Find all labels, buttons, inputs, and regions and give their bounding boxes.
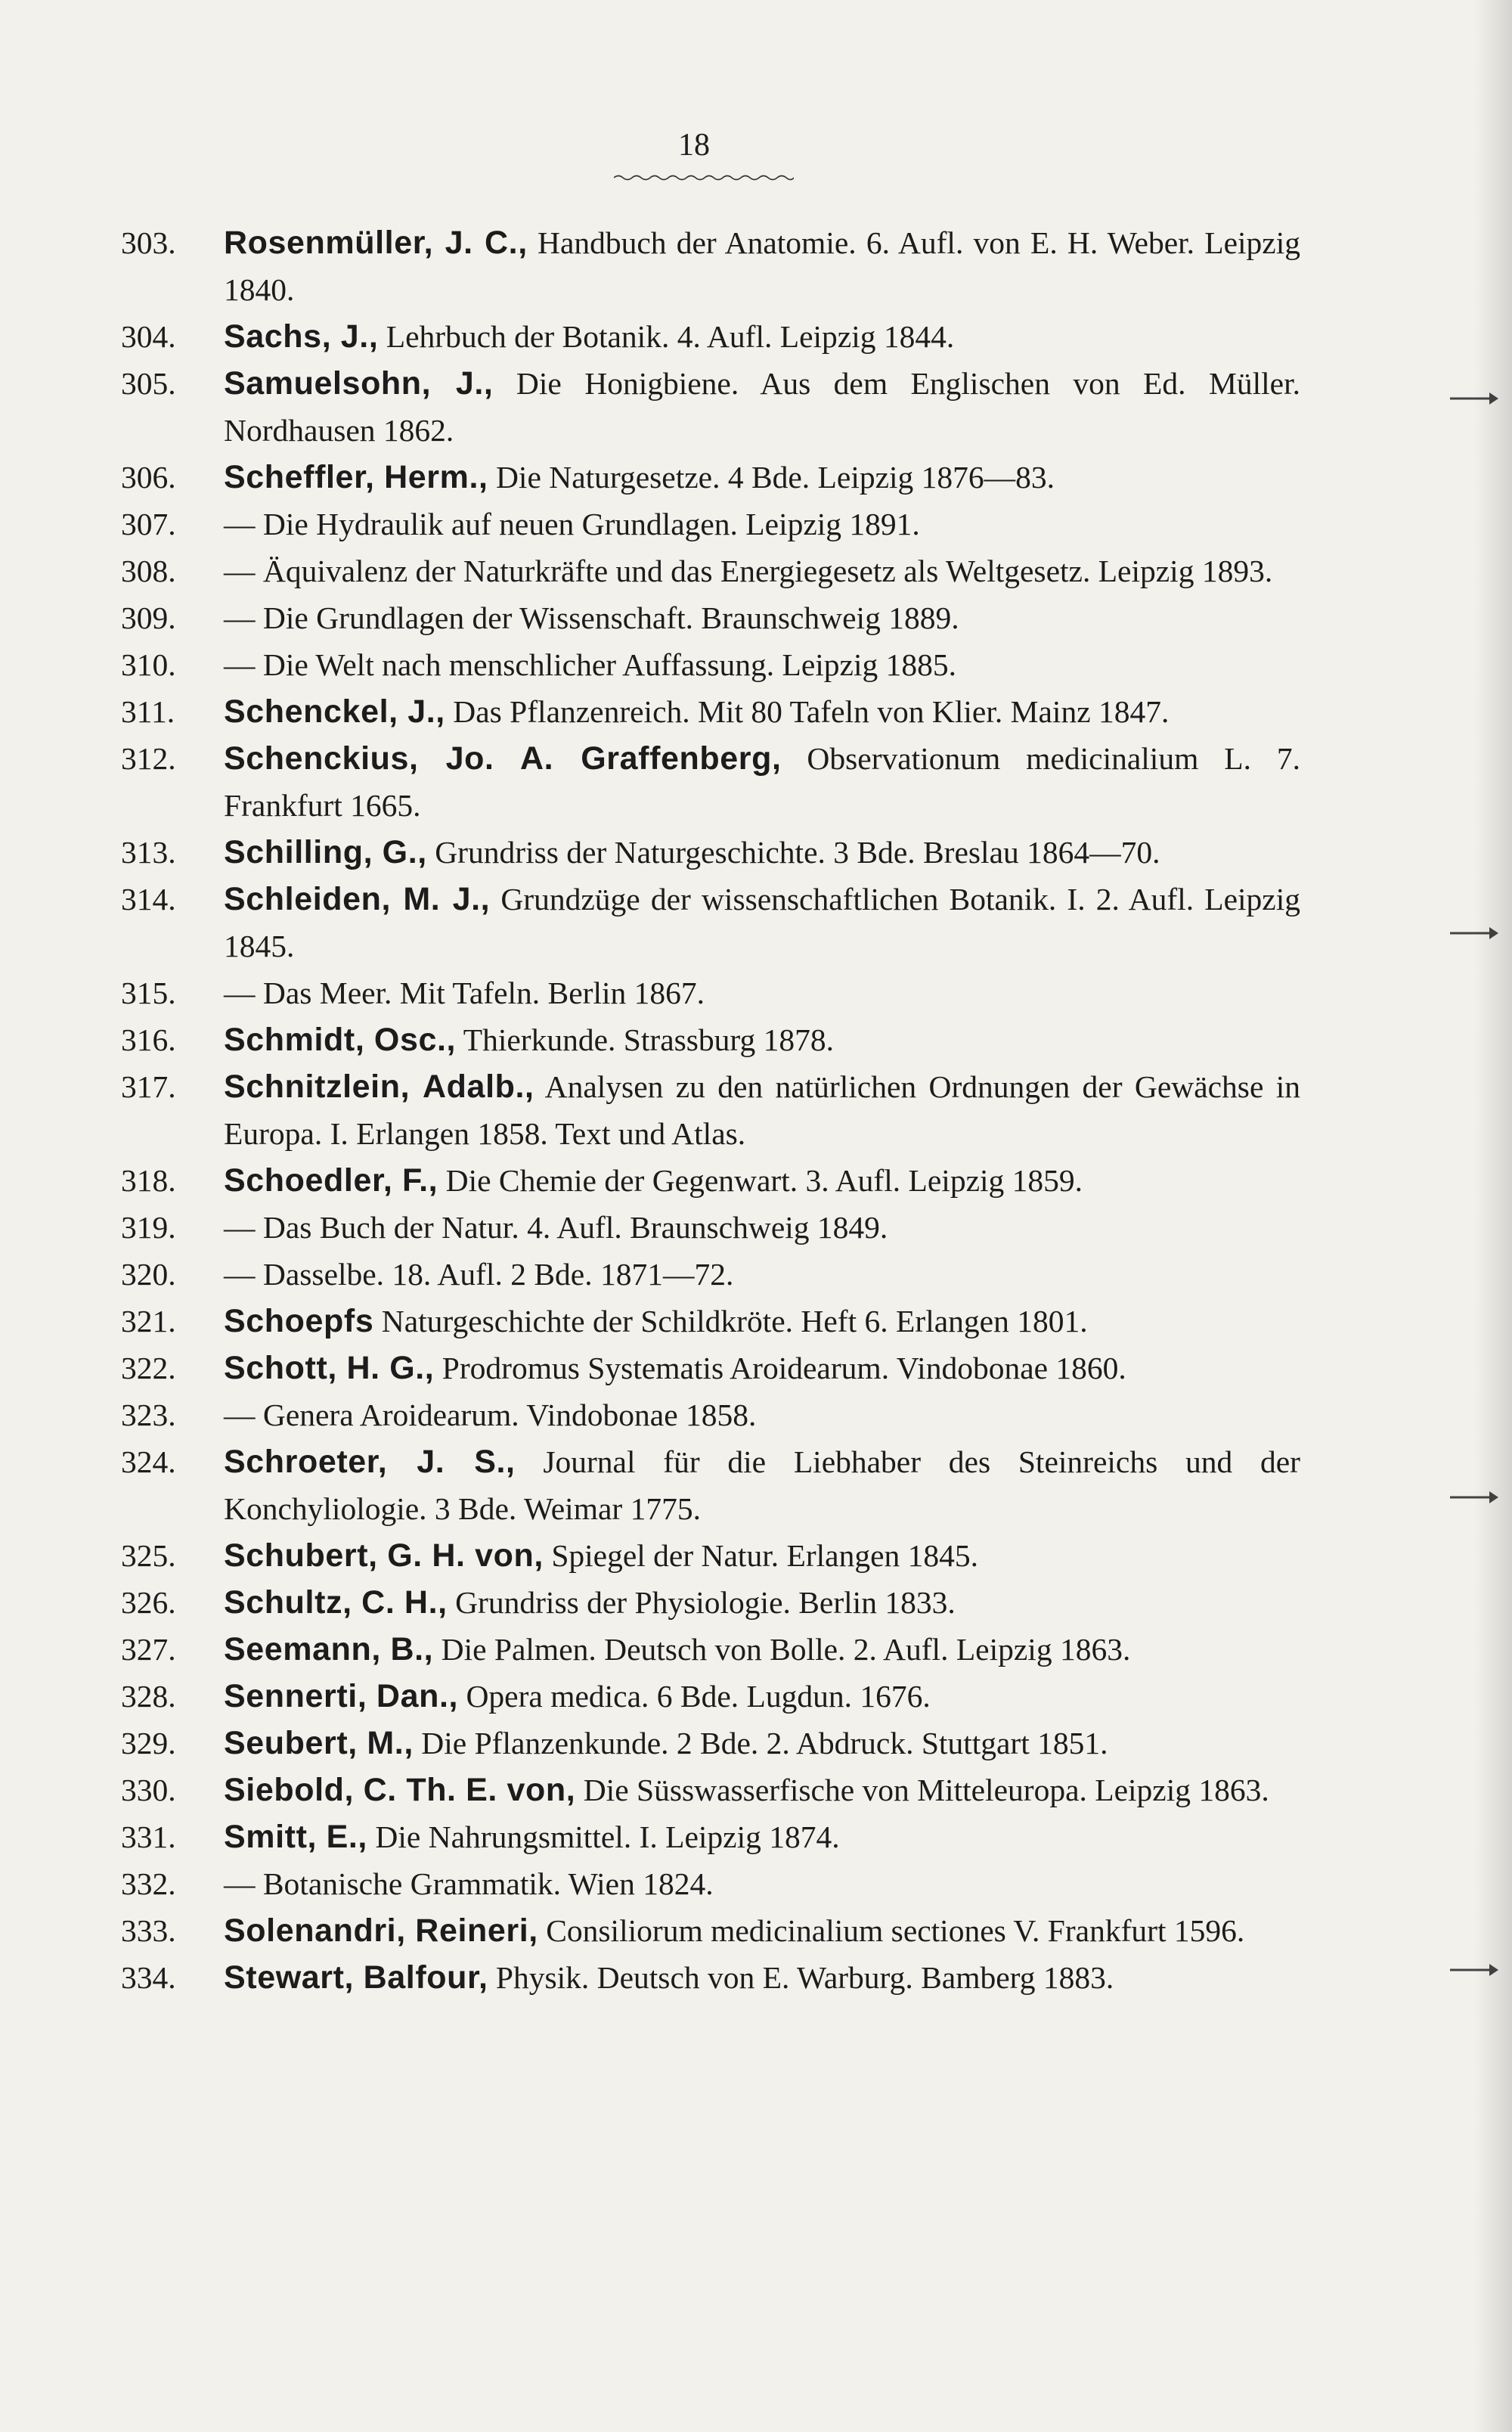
entry-number: 308. [121, 554, 176, 588]
entry-text [224, 1063, 1300, 1157]
entry-title: Observationum medicinalium L. 7. Frankfurt 1665. [224, 741, 1300, 823]
entry-title: Das Pflanzenreich. Mit 80 Tafeln von Klier. Mainz 1847. [445, 694, 1170, 729]
bibliography-entry [121, 1438, 1300, 1532]
entry-title: Die Nahrungsmittel. I. Leipzig 1874. [367, 1819, 840, 1854]
entry-title: — Äquivalenz der Naturkräfte und das Energiegesetz als Weltgesetz. Leipzig 1893. [224, 554, 1273, 588]
bibliography-entry [121, 1016, 1300, 1063]
entry-title: Spiegel der Natur. Erlangen 1845. [543, 1538, 979, 1573]
entry-title: — Die Welt nach menschlicher Auffassung. Leipzig 1885. [224, 647, 956, 682]
entry-number: 328. [121, 1679, 176, 1714]
entry-text [224, 1860, 1300, 1907]
entry-author: Schroeter, J. S., [224, 1444, 516, 1480]
entry-text [224, 641, 1300, 688]
entry-title: Die Süsswasserfische von Mitteleuropa. Leipzig 1863. [575, 1773, 1269, 1807]
bibliography-entry [121, 1813, 1300, 1860]
bibliography-entry [121, 1532, 1300, 1579]
bibliography-entry [121, 1345, 1300, 1391]
entry-text [224, 735, 1300, 829]
bibliography-entry [121, 688, 1300, 735]
entry-text [224, 313, 1300, 360]
entry-title: Opera medica. 6 Bde. Lugdun. 1676. [458, 1679, 931, 1714]
entry-title: Thierkunde. Strassburg 1878. [456, 1022, 834, 1057]
entry-text [224, 876, 1300, 969]
bibliography-entry [121, 1626, 1300, 1673]
bibliography-entry [121, 1204, 1300, 1251]
entry-number: 314. [121, 882, 176, 917]
entry-title: Die Pflanzenkunde. 2 Bde. 2. Abdruck. Stuttgart 1851. [413, 1726, 1108, 1760]
bibliography-entry [121, 969, 1300, 1016]
entry-number: 333. [121, 1913, 176, 1948]
entry-number: 316. [121, 1022, 176, 1057]
entry-text [224, 1579, 1300, 1626]
bibliography-entry [121, 1157, 1300, 1204]
bibliography-entry [121, 735, 1300, 829]
entry-text [224, 548, 1300, 594]
entry-text [224, 1954, 1300, 2001]
entry-text [224, 594, 1300, 641]
entry-number: 305. [121, 366, 176, 401]
entry-author: Schnitzlein, Adalb., [224, 1069, 534, 1105]
entry-author: Schenckel, J., [224, 693, 445, 730]
entry-number: 331. [121, 1819, 176, 1854]
binding-shadow [1474, 0, 1512, 2432]
bibliography-entry [121, 594, 1300, 641]
entry-text [224, 360, 1300, 454]
entry-author: Scheffler, Herm., [224, 459, 488, 495]
entry-title: Consiliorum medicinalium sectiones V. Frankfurt 1596. [538, 1913, 1245, 1948]
entry-title: — Dasselbe. 18. Aufl. 2 Bde. 1871—72. [224, 1257, 734, 1292]
entry-title: Die Chemie der Gegenwart. 3. Aufl. Leipzig 1859. [438, 1163, 1083, 1198]
entry-number: 330. [121, 1773, 176, 1807]
entry-number: 324. [121, 1444, 176, 1479]
bibliography-entry [121, 1579, 1300, 1626]
entry-author: Seemann, B., [224, 1631, 434, 1667]
entry-title: — Genera Aroidearum. Vindobonae 1858. [224, 1397, 757, 1432]
entry-author: Seubert, M., [224, 1725, 414, 1761]
entry-author: Stewart, Balfour, [224, 1959, 488, 1996]
entry-text [224, 1813, 1300, 1860]
entry-number: 315. [121, 976, 176, 1010]
entry-number: 309. [121, 600, 176, 635]
entry-number: 322. [121, 1351, 176, 1385]
entry-title: Physik. Deutsch von E. Warburg. Bamberg 1883. [488, 1960, 1114, 1995]
entry-number: 306. [121, 460, 176, 495]
entry-title: Journal für die Liebhaber des Steinreichs und der Konchyliologie. 3 Bde. Weimar 1775. [224, 1444, 1300, 1526]
entry-text [224, 1720, 1300, 1767]
entry-number: 332. [121, 1866, 176, 1901]
entry-author: Schoepfs [224, 1303, 374, 1339]
bibliography-entry [121, 829, 1300, 876]
entry-number: 334. [121, 1960, 176, 1995]
entry-text [224, 1016, 1300, 1063]
entry-text [224, 969, 1300, 1016]
entry-author: Schubert, G. H. von, [224, 1537, 544, 1574]
entry-author: Schilling, G., [224, 834, 427, 870]
entry-number: 317. [121, 1069, 176, 1104]
entry-number: 311. [121, 694, 175, 729]
entry-title: Die Honigbiene. Aus dem Englischen von Ed. Müller. Nordhausen 1862. [224, 366, 1300, 448]
entry-title: Naturgeschichte der Schildkröte. Heft 6. Erlangen 1801. [373, 1304, 1088, 1339]
entry-title: Prodromus Systematis Aroidearum. Vindobonae 1860. [434, 1351, 1126, 1385]
entry-author: Sachs, J., [224, 318, 379, 355]
entry-title: Lehrbuch der Botanik. 4. Aufl. Leipzig 1844. [378, 319, 955, 354]
entry-title: — Das Buch der Natur. 4. Aufl. Braunschweig 1849. [224, 1210, 888, 1245]
entry-text [224, 1438, 1300, 1532]
entry-author: Smitt, E., [224, 1819, 367, 1855]
page-number: 18 [678, 128, 710, 163]
bibliography-entry [121, 1907, 1300, 1954]
entry-number: 304. [121, 319, 176, 354]
entry-number: 313. [121, 835, 176, 870]
entry-number: 329. [121, 1726, 176, 1760]
entry-title: — Botanische Grammatik. Wien 1824. [224, 1866, 714, 1901]
entry-text [224, 1345, 1300, 1391]
entry-title: Handbuch der Anatomie. 6. Aufl. von E. H. Weber. Leipzig 1840. [224, 225, 1300, 307]
entry-text [224, 1157, 1300, 1204]
bibliography-entry [121, 313, 1300, 360]
bibliography-entry [121, 1251, 1300, 1298]
entry-text [224, 1673, 1300, 1720]
wavy-rule [614, 174, 794, 181]
entry-title: Grundzüge der wissenschaftlichen Botanik. I. 2. Aufl. Leipzig 1845. [224, 882, 1300, 963]
entry-number: 320. [121, 1257, 176, 1292]
entry-text [224, 1298, 1300, 1345]
entry-title: Analysen zu den natürlichen Ordnungen der Gewächse in Europa. I. Erlangen 1858. Text und Atlas. [224, 1069, 1300, 1151]
entry-text [224, 1204, 1300, 1251]
entry-author: Rosenmüller, J. C., [224, 225, 528, 261]
entry-author: Schultz, C. H., [224, 1584, 448, 1621]
entry-author: Schenckius, Jo. A. Graffenberg, [224, 740, 782, 777]
bibliography-list [121, 219, 1300, 2001]
bibliography-entry [121, 1063, 1300, 1157]
bibliography-entry [121, 1954, 1300, 2001]
entry-text [224, 1532, 1300, 1579]
entry-number: 310. [121, 647, 176, 682]
entry-title: Grundriss der Physiologie. Berlin 1833. [447, 1585, 956, 1620]
entry-title: Die Palmen. Deutsch von Bolle. 2. Aufl. Leipzig 1863. [433, 1632, 1131, 1667]
entry-author: Schoedler, F., [224, 1162, 438, 1199]
entry-number: 307. [121, 507, 176, 541]
bibliography-entry [121, 454, 1300, 501]
bibliography-entry [121, 876, 1300, 969]
entry-text [224, 1767, 1300, 1813]
bibliography-entry [121, 501, 1300, 548]
entry-text [224, 501, 1300, 548]
entry-text [224, 1626, 1300, 1673]
entry-number: 327. [121, 1632, 176, 1667]
bibliography-entry [121, 360, 1300, 454]
entry-text [224, 829, 1300, 876]
entry-title: — Die Hydraulik auf neuen Grundlagen. Leipzig 1891. [224, 507, 920, 541]
entry-text [224, 219, 1300, 313]
bibliography-entry [121, 1860, 1300, 1907]
bibliography-entry [121, 641, 1300, 688]
entry-title: — Das Meer. Mit Tafeln. Berlin 1867. [224, 976, 705, 1010]
entry-title: Die Naturgesetze. 4 Bde. Leipzig 1876—83. [488, 460, 1055, 495]
entry-author: Schmidt, Osc., [224, 1022, 457, 1058]
entry-number: 318. [121, 1163, 176, 1198]
bibliography-entry [121, 1391, 1300, 1438]
bibliography-entry [121, 1720, 1300, 1767]
bibliography-entry [121, 1673, 1300, 1720]
entry-text [224, 1391, 1300, 1438]
entry-author: Siebold, C. Th. E. von, [224, 1772, 576, 1808]
entry-number: 325. [121, 1538, 176, 1573]
bibliography-entry [121, 219, 1300, 313]
bibliography-entry [121, 1298, 1300, 1345]
entry-number: 319. [121, 1210, 176, 1245]
entry-author: Solenandri, Reineri, [224, 1912, 538, 1949]
entry-number: 303. [121, 225, 176, 260]
entry-author: Samuelsohn, J., [224, 365, 494, 402]
entry-number: 312. [121, 741, 176, 776]
entry-text [224, 1251, 1300, 1298]
entry-text [224, 688, 1300, 735]
entry-title: Grundriss der Naturgeschichte. 3 Bde. Breslau 1864—70. [426, 835, 1160, 870]
entry-text [224, 454, 1300, 501]
bibliography-entry [121, 1767, 1300, 1813]
entry-text [224, 1907, 1300, 1954]
entry-author: Schleiden, M. J., [224, 881, 491, 917]
bibliography-entry [121, 548, 1300, 594]
entry-title: — Die Grundlagen der Wissenschaft. Braunschweig 1889. [224, 600, 959, 635]
entry-number: 321. [121, 1304, 176, 1339]
entry-author: Schott, H. G., [224, 1350, 435, 1386]
entry-author: Sennerti, Dan., [224, 1678, 459, 1714]
entry-number: 326. [121, 1585, 176, 1620]
entry-number: 323. [121, 1397, 176, 1432]
